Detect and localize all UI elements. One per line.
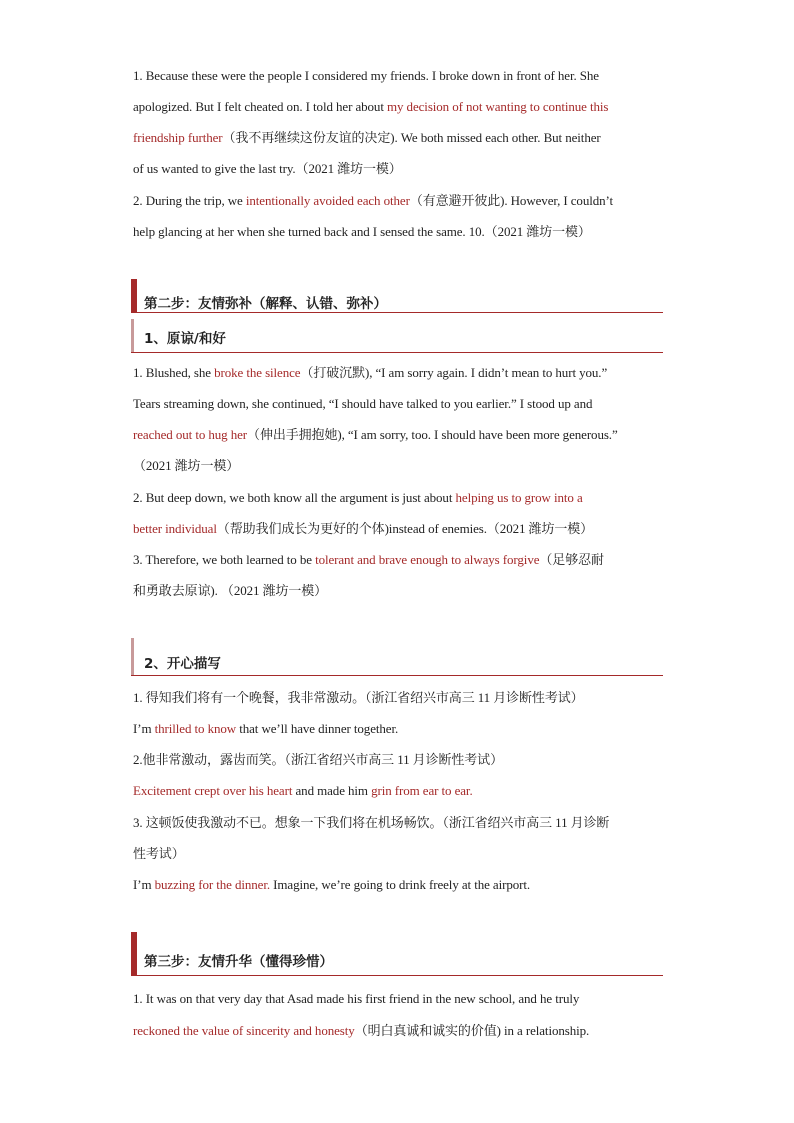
section-title: 第三步：友情升华（懂得珍惜） [144,954,333,970]
text-line: of us wanted to give the last try.（2021 潍坊一模） [133,161,402,176]
text-line: 和勇敢去原谅). （2021 潍坊一模） [133,583,328,598]
text-line: 1. It was on that very day that Asad made his first friend in the new school, and he truly [133,991,580,1006]
text-line: 2. But deep down, we both know all the argument is just about helping us to grow into a [133,490,583,505]
text-line: apologized. But I felt cheated on. I told her about my decision of not wanting to continue this [133,99,609,114]
text-line: 1. Because these were the people I considered my friends. I broke down in front of her. She [133,68,599,83]
subsection-heading-forgive [131,319,663,353]
subsection-title: 1、原谅/和好 [144,331,226,347]
subsection-title: 2、开心描写 [144,656,221,672]
text-line: friendship further（我不再继续这份友谊的决定). We both missed each other. But neither [133,130,601,145]
highlight-phrase: friendship further [133,130,223,145]
highlight-phrase: better individual [133,521,217,536]
section-heading-step2 [131,279,663,313]
highlight-phrase: my decision of not wanting to continue this [387,99,609,114]
highlight-phrase: grin from ear to ear. [371,783,473,798]
text-line: 2. During the trip, we intentionally avoided each other（有意避开彼此). However, I couldn’t [133,193,614,208]
highlight-phrase: tolerant and brave enough to always forgive [315,552,540,567]
text-line: 3. Therefore, we both learned to be tolerant and brave enough to always forgive（足够忍耐 [133,552,604,567]
text-line: 1. Blushed, she broke the silence（打破沉默), “I am sorry again. I didn’t mean to hurt you.” [133,365,608,380]
text-line: I’m thrilled to know that we’ll have dinner together. [133,721,399,736]
text-line: Tears streaming down, she continued, “I should have talked to you earlier.” I stood up and [133,396,593,411]
text-line: 2.他非常激动，露齿而笑。（浙江省绍兴市高三 11 月诊断性考试） [133,752,503,767]
highlight-phrase: intentionally avoided each other [245,193,410,208]
text-line: 1. 得知我们将有一个晚餐，我非常激动。（浙江省绍兴市高三 11 月诊断性考试） [133,690,584,705]
subsection-heading-happy [131,638,663,676]
text-line: I’m buzzing for the dinner. Imagine, we’re going to drink freely at the airport. [133,877,531,892]
highlight-phrase: reached out to hug her [133,427,248,442]
highlight-phrase: broke the silence [214,365,301,380]
highlight-phrase: helping us to grow into a [455,490,583,505]
text-line: reached out to hug her（伸出手拥抱她), “I am sorry, too. I should have been more generous.” [133,427,618,442]
text-line: help glancing at her when she turned back and I sensed the same. 10.（2021 潍坊一模） [133,224,591,239]
text-line: （2021 潍坊一模） [133,458,240,473]
highlight-phrase: buzzing for the dinner. [154,877,271,892]
highlight-phrase: thrilled to know [154,721,237,736]
text-line: Excitement crept over his heart and made him grin from ear to ear. [133,783,473,798]
section-heading-step3 [131,932,663,976]
highlight-phrase: reckoned the value of sincerity and honesty [133,1023,355,1038]
text-line: 性考试） [133,846,185,861]
highlight-phrase: Excitement crept over his heart [133,783,293,798]
text-line: reckoned the value of sincerity and honesty（明白真诚和诚实的价值) in a relationship. [133,1023,590,1038]
section-title: 第二步：友情弥补（解释、认错、弥补） [144,296,387,312]
text-line: better individual（帮助我们成长为更好的个体)instead of enemies.（2021 潍坊一模） [133,521,594,536]
text-line: 3. 这顿饭使我激动不已。想象一下我们将在机场畅饮。（浙江省绍兴市高三 11 月诊断 [133,815,610,830]
